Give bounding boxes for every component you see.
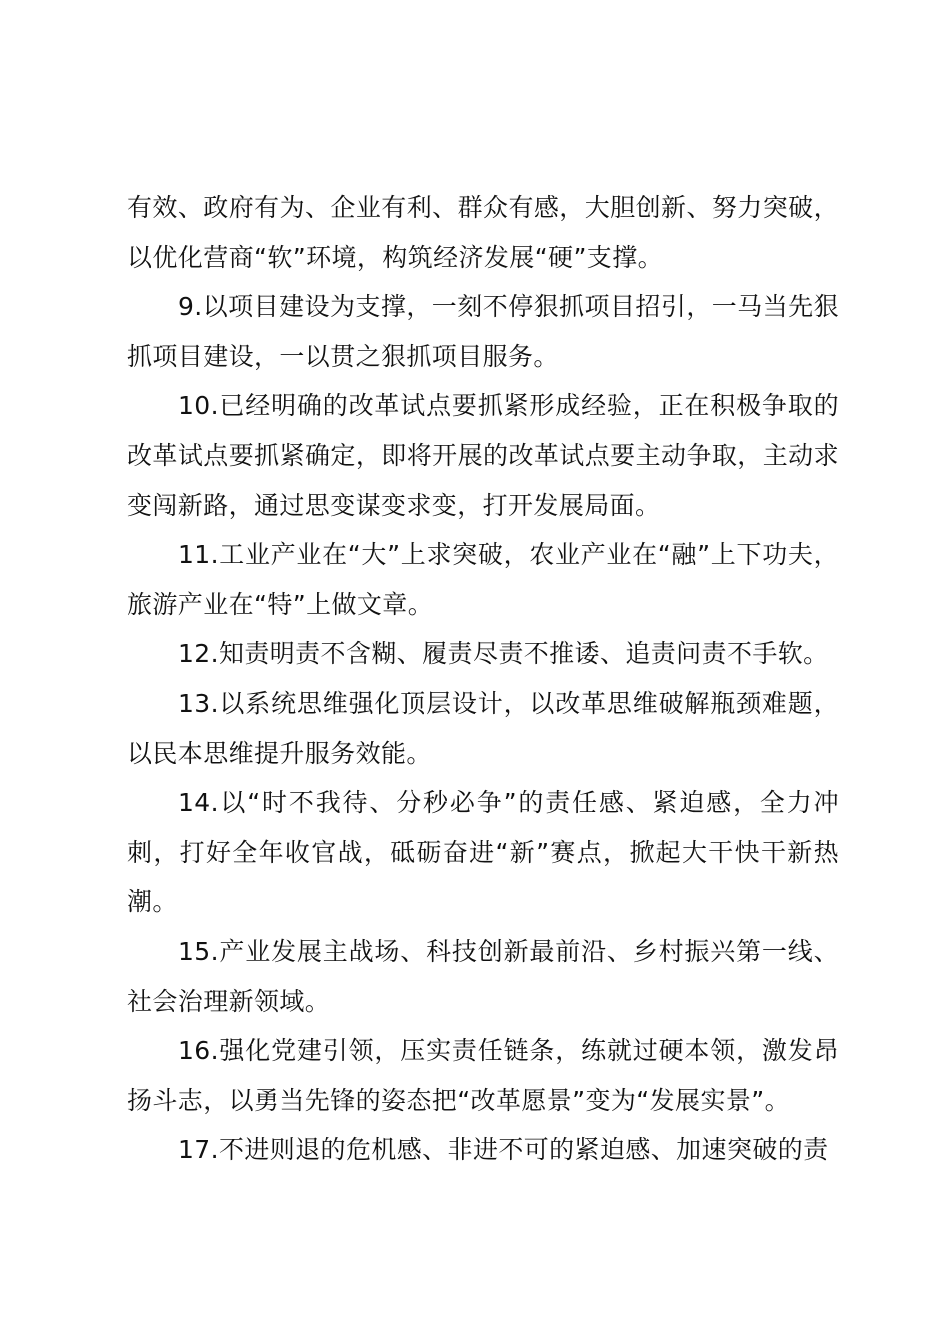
paragraph-item-17: 17.不进则退的危机感、非进不可的紧迫感、加速突破的责 bbox=[178, 1135, 829, 1165]
paragraph-item-14: 14.以“时不我待、分秒必争”的责任感、紧迫感，全力冲刺，打好全年收官战，砥砺奋进“新”赛点，掀起大干快干新热潮。 bbox=[127, 788, 839, 917]
paragraph-item-13: 13.以系统思维强化顶层设计，以改革思维破解瓶颈难题，以民本思维提升服务效能。 bbox=[127, 688, 839, 768]
paragraph-item-12: 12.知责明责不含糊、履责尽责不推诿、追责问责不手软。 bbox=[178, 639, 829, 669]
paragraph-item-9: 9.以项目建设为支撑，一刻不停狠抓项目招引，一马当先狠抓项目建设，一以贯之狠抓项目服务。 bbox=[127, 292, 839, 371]
document-body bbox=[127, 183, 839, 1175]
paragraph-item-15: 15.产业发展主战场、科技创新最前沿、乡村振兴第一线、社会治理新领域。 bbox=[127, 936, 839, 1016]
paragraph-continuation: 有效、政府有为、企业有利、群众有感，大胆创新、努力突破，以优化营商“软”环境，构筑经济发展“硬”支撑。 bbox=[127, 193, 839, 272]
paragraph-item-10: 10.已经明确的改革试点要抓紧形成经验，正在积极争取的改革试点要抓紧确定，即将开展的改革试点要主动争取，主动求变闯新路，通过思变谋变求变，打开发展局面。 bbox=[127, 391, 839, 520]
paragraph-item-11: 11.工业产业在“大”上求突破，农业产业在“融”上下功夫，旅游产业在“特”上做文章。 bbox=[127, 540, 839, 619]
paragraph-item-16: 16.强化党建引领，压实责任链条，练就过硬本领，激发昂扬斗志，以勇当先锋的姿态把“改革愿景”变为“发展实景”。 bbox=[127, 1036, 839, 1115]
